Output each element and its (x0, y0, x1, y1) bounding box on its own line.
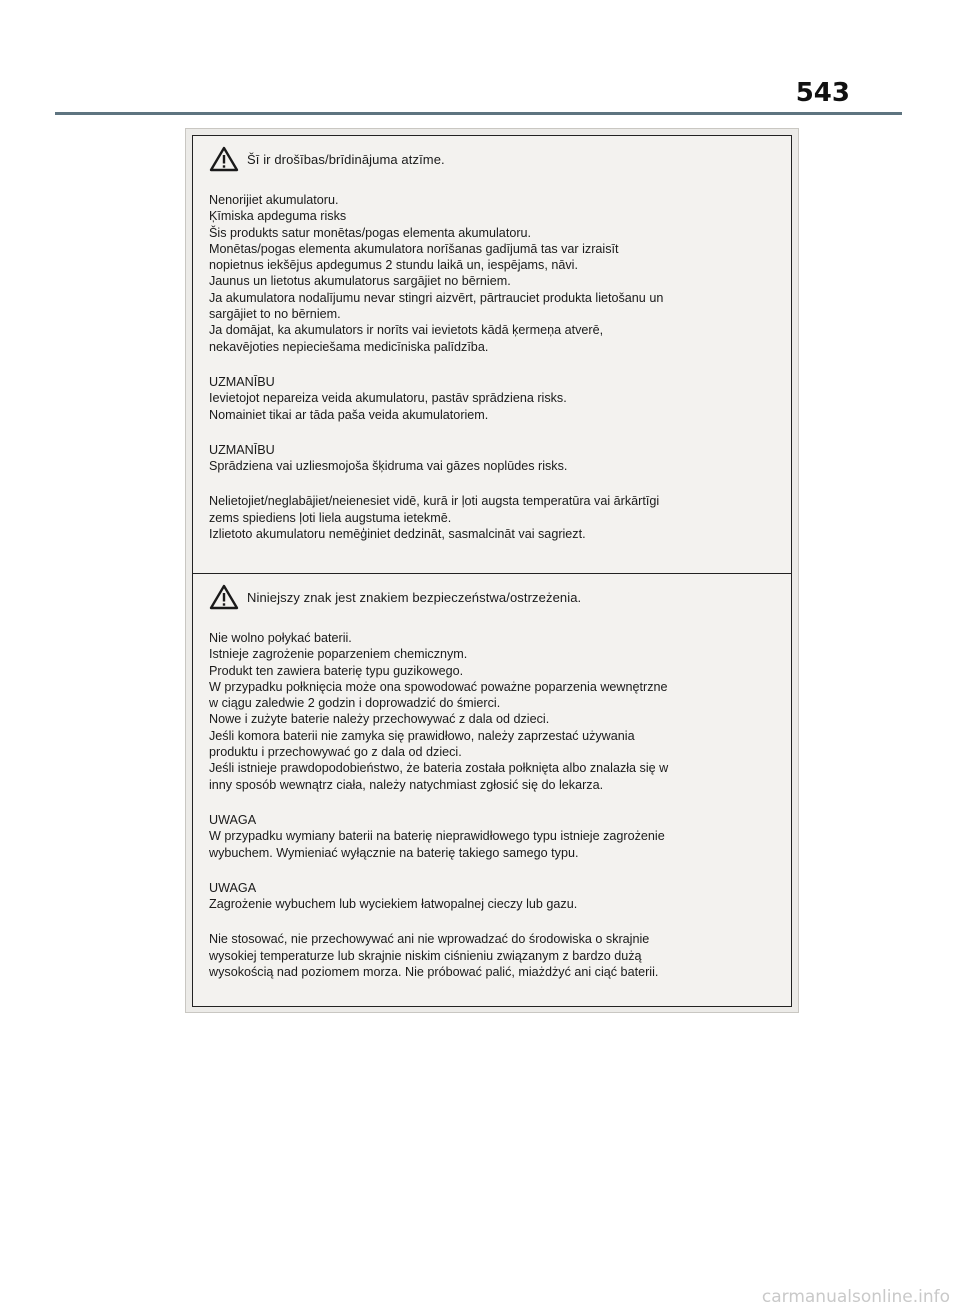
text-line: Jeśli istnieje prawdopodobieństwo, że bateria została połknięta albo znalazła się w (209, 761, 669, 776)
text-line: W przypadku wymiany baterii na baterię nieprawidłowego typu istnieje zagrożenie (209, 829, 665, 844)
scanned-warning-sheet (185, 128, 799, 1013)
text-line: Ievietojot nepareiza veida akumulatoru, pastāv sprādziena risks. (209, 391, 567, 406)
panel-title: Niniejszy znak jest znakiem bezpieczeństwa/ostrzeżenia. (247, 589, 582, 605)
text-line: Nowe i zużyte baterie należy przechowywać z dala od dzieci. (209, 712, 550, 727)
text-block (209, 442, 777, 475)
text-block (209, 630, 777, 793)
text-line: Monētas/pogas elementa akumulatora norīšanas gadījumā tas var izraisīt (209, 241, 619, 256)
text-line: Šis produkts satur monētas/pogas elementa akumulatoru. (209, 225, 532, 240)
caution-heading: UZMANĪBU (209, 442, 275, 457)
text-line: Nomainiet tikai ar tāda paša veida akumulatoriem. (209, 407, 489, 422)
text-line: Jaunus un lietotus akumulatorus sargājiet no bērniem. (209, 274, 511, 289)
text-line: Nie stosować, nie przechowywać ani nie wprowadzać do środowiska o skrajnie (209, 932, 650, 947)
warning-triangle-icon (209, 584, 239, 610)
text-line: Sprādziena vai uzliesmojoša šķidruma vai gāzes noplūdes risks. (209, 459, 568, 474)
text-line: Nie wolno połykać baterii. (209, 631, 352, 645)
text-line: wybuchem. Wymieniać wyłącznie na baterię takiego samego typu. (209, 845, 579, 860)
text-block (209, 192, 777, 355)
text-line: w ciągu zaledwie 2 godzin i doprowadzić do śmierci. (209, 696, 501, 711)
text-line: Zagrożenie wybuchem lub wyciekiem łatwopalnej cieczy lub gazu. (209, 897, 578, 912)
warning-panel-polish (192, 573, 792, 1007)
panel-title-row (209, 584, 777, 610)
text-line: Jeśli komora baterii nie zamyka się prawidłowo, należy zaprzestać używania (209, 728, 635, 743)
text-line: Nelietojiet/neglabājiet/neienesiet vidē, kurā ir ļoti augsta temperatūra vai ārkārtīgi (209, 494, 660, 509)
text-line: nopietnus iekšējus apdegumus 2 stundu laikā un, iespējams, nāvi. (209, 258, 578, 273)
text-line: zems spiediens ļoti liela augstuma ietekmē. (209, 510, 452, 525)
text-block (209, 374, 777, 423)
text-block (209, 880, 777, 913)
text-line: nekavējoties nepieciešama medicīniska palīdzība. (209, 339, 489, 354)
text-line: inny sposób wewnątrz ciała, należy natychmiast zgłosić się do lekarza. (209, 777, 604, 792)
warning-triangle-icon (209, 146, 239, 172)
footer-watermark: carmanualsonline.info (761, 1287, 950, 1307)
text-line: Ja domājat, ka akumulators ir norīts vai ievietots kādā ķermeņa atverē, (209, 323, 604, 338)
text-line: Istnieje zagrożenie poparzeniem chemicznym. (209, 647, 468, 662)
text-line: wysokością nad poziomem morza. Nie próbować palić, miażdżyć ani ciąć baterii. (209, 965, 659, 980)
text-line: W przypadku połknięcia może ona spowodować poważne poparzenia wewnętrzne (209, 679, 668, 694)
text-line: Produkt ten zawiera baterię typu guzikowego. (209, 663, 464, 678)
text-line: sargājiet to no bērniem. (209, 307, 341, 322)
text-line: Ja akumulatora nodalījumu nevar stingri aizvērt, pārtrauciet produkta lietošanu un (209, 290, 664, 305)
panel-title-row (209, 146, 777, 172)
caution-heading: UWAGA (209, 812, 257, 827)
text-block (209, 931, 777, 980)
text-block (209, 812, 777, 861)
panel-title: Šī ir drošības/brīdinājuma atzīme. (247, 151, 445, 167)
warning-panel-latvian (192, 135, 792, 575)
text-line: Izlietoto akumulatoru nemēģiniet dedzināt, sasmalcināt vai sagriezt. (209, 527, 586, 542)
text-block (209, 493, 777, 542)
caution-heading: UZMANĪBU (209, 374, 275, 389)
text-line: produktu i przechowywać go z dala od dzieci. (209, 745, 462, 760)
text-line: wysokiej temperaturze lub skrajnie niskim ciśnieniu związanym z bardzo dużą (209, 948, 642, 963)
text-line: Ķīmiska apdeguma risks (209, 209, 347, 224)
header-rule (55, 112, 902, 115)
text-line: Nenorijiet akumulatoru. (209, 193, 339, 207)
caution-heading: UWAGA (209, 880, 257, 895)
page-number: 543 (795, 78, 850, 108)
